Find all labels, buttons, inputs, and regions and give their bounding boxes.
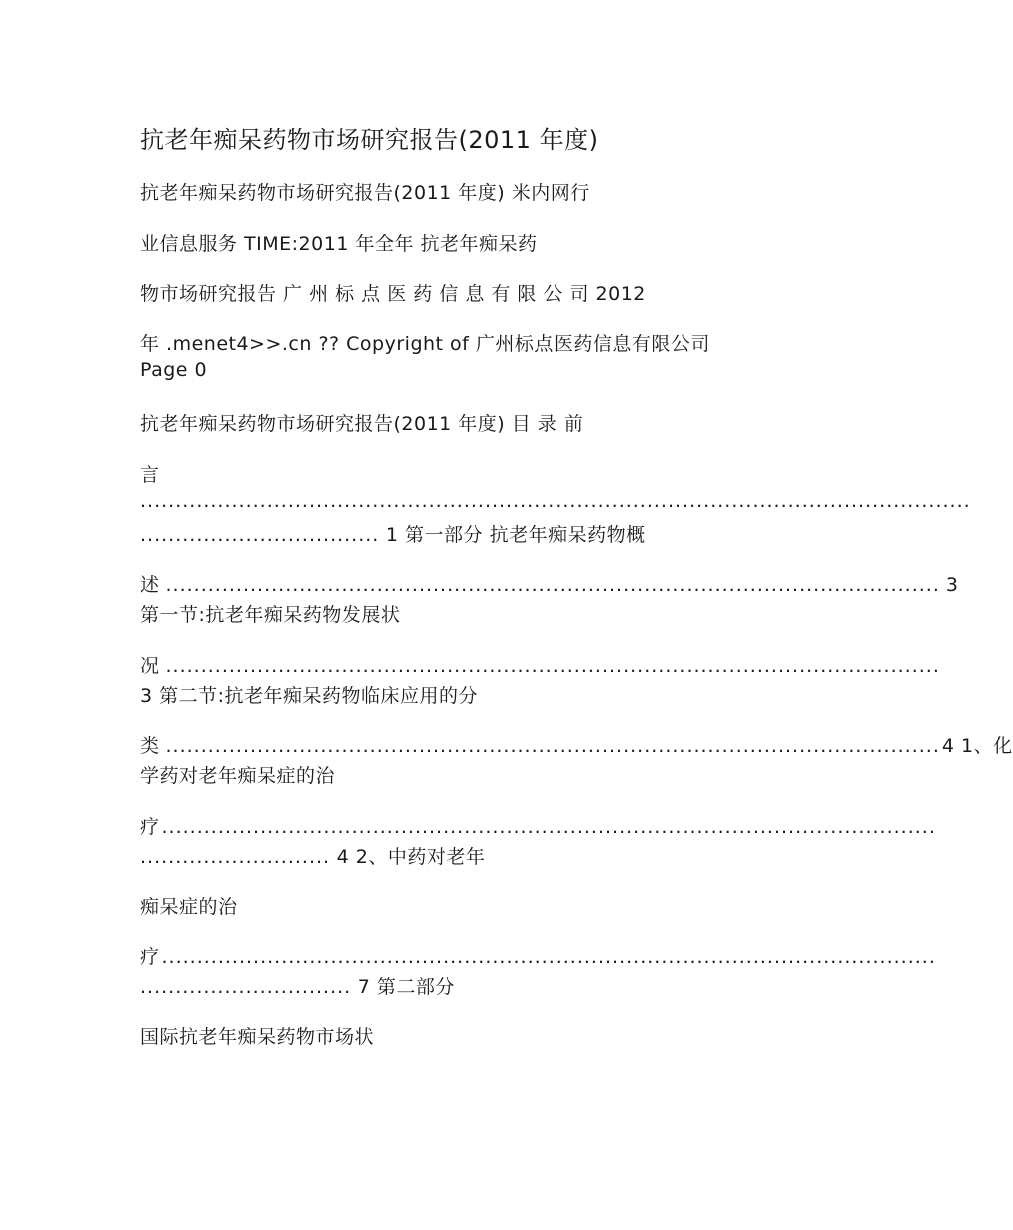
toc-entry-text: 1 第一部分 抗老年痴呆药物概 <box>385 524 646 546</box>
toc-entry-text: 7 第二部分 <box>357 976 455 998</box>
toc-entry-text: 第一节:抗老年痴呆药物发展状 <box>140 604 401 626</box>
toc-entry-text: 痴呆症的治 <box>140 896 238 918</box>
toc-leader-dots: .............................................................................................................. <box>161 816 936 838</box>
toc-page-number: 4 1、化 <box>941 735 1013 757</box>
toc-leader-dots: .............................................................................................................. <box>161 946 936 968</box>
toc-entry-text: 4 2、中药对老年 <box>336 846 486 868</box>
toc-entry <box>140 520 646 547</box>
toc-entry <box>140 570 959 597</box>
text-line: 年 .menet4>>.cn ?? Copyright of 广州标点医药信息有限公司 <box>140 333 710 355</box>
toc-entry-text: 疗 <box>140 946 160 968</box>
toc-page-number: 3 <box>945 574 959 596</box>
toc-entry <box>140 942 936 969</box>
toc-leader-dots: .............................. <box>140 976 352 998</box>
toc-leader-dots: ...................................................................................................................... <box>140 490 971 512</box>
toc-entry <box>140 842 485 869</box>
toc-entry-text: 述 <box>140 574 160 596</box>
toc-entry-text: 3 第二节:抗老年痴呆药物临床应用的分 <box>140 685 479 707</box>
toc-entry-text: 疗 <box>140 816 160 838</box>
toc-entry-text: 国际抗老年痴呆药物市场状 <box>140 1026 375 1048</box>
toc-leader-dots: ........................... <box>140 846 331 868</box>
toc-leader-dots: .................................. <box>140 524 380 546</box>
text-line: 物市场研究报告 广 州 标 点 医 药 信 息 有 限 公 司 2012 <box>140 283 646 305</box>
toc-entry-text: 况 <box>140 655 160 677</box>
toc-leader-row <box>140 490 971 512</box>
text-line: 抗老年痴呆药物市场研究报告(2011 年度) 目 录 前 <box>140 413 584 435</box>
toc-leader-dots: .............................................................................................................. <box>165 735 940 757</box>
toc-entry-text: 类 <box>140 735 160 757</box>
page-title: 抗老年痴呆药物市场研究报告(2011 年度) <box>140 126 599 154</box>
text-line: 抗老年痴呆药物市场研究报告(2011 年度) 米内网行 <box>140 182 590 204</box>
text-line: 言 <box>140 464 160 486</box>
toc-entry <box>140 812 936 839</box>
toc-entry <box>140 972 455 999</box>
toc-entry <box>140 731 1013 758</box>
toc-leader-dots: .............................................................................................................. <box>165 574 940 596</box>
toc-entry <box>140 651 940 678</box>
page-number: Page 0 <box>140 359 208 381</box>
text-line: 业信息服务 TIME:2011 年全年 抗老年痴呆药 <box>140 233 538 255</box>
toc-entry-text: 学药对老年痴呆症的治 <box>140 765 336 787</box>
toc-leader-dots: .............................................................................................................. <box>165 655 940 677</box>
